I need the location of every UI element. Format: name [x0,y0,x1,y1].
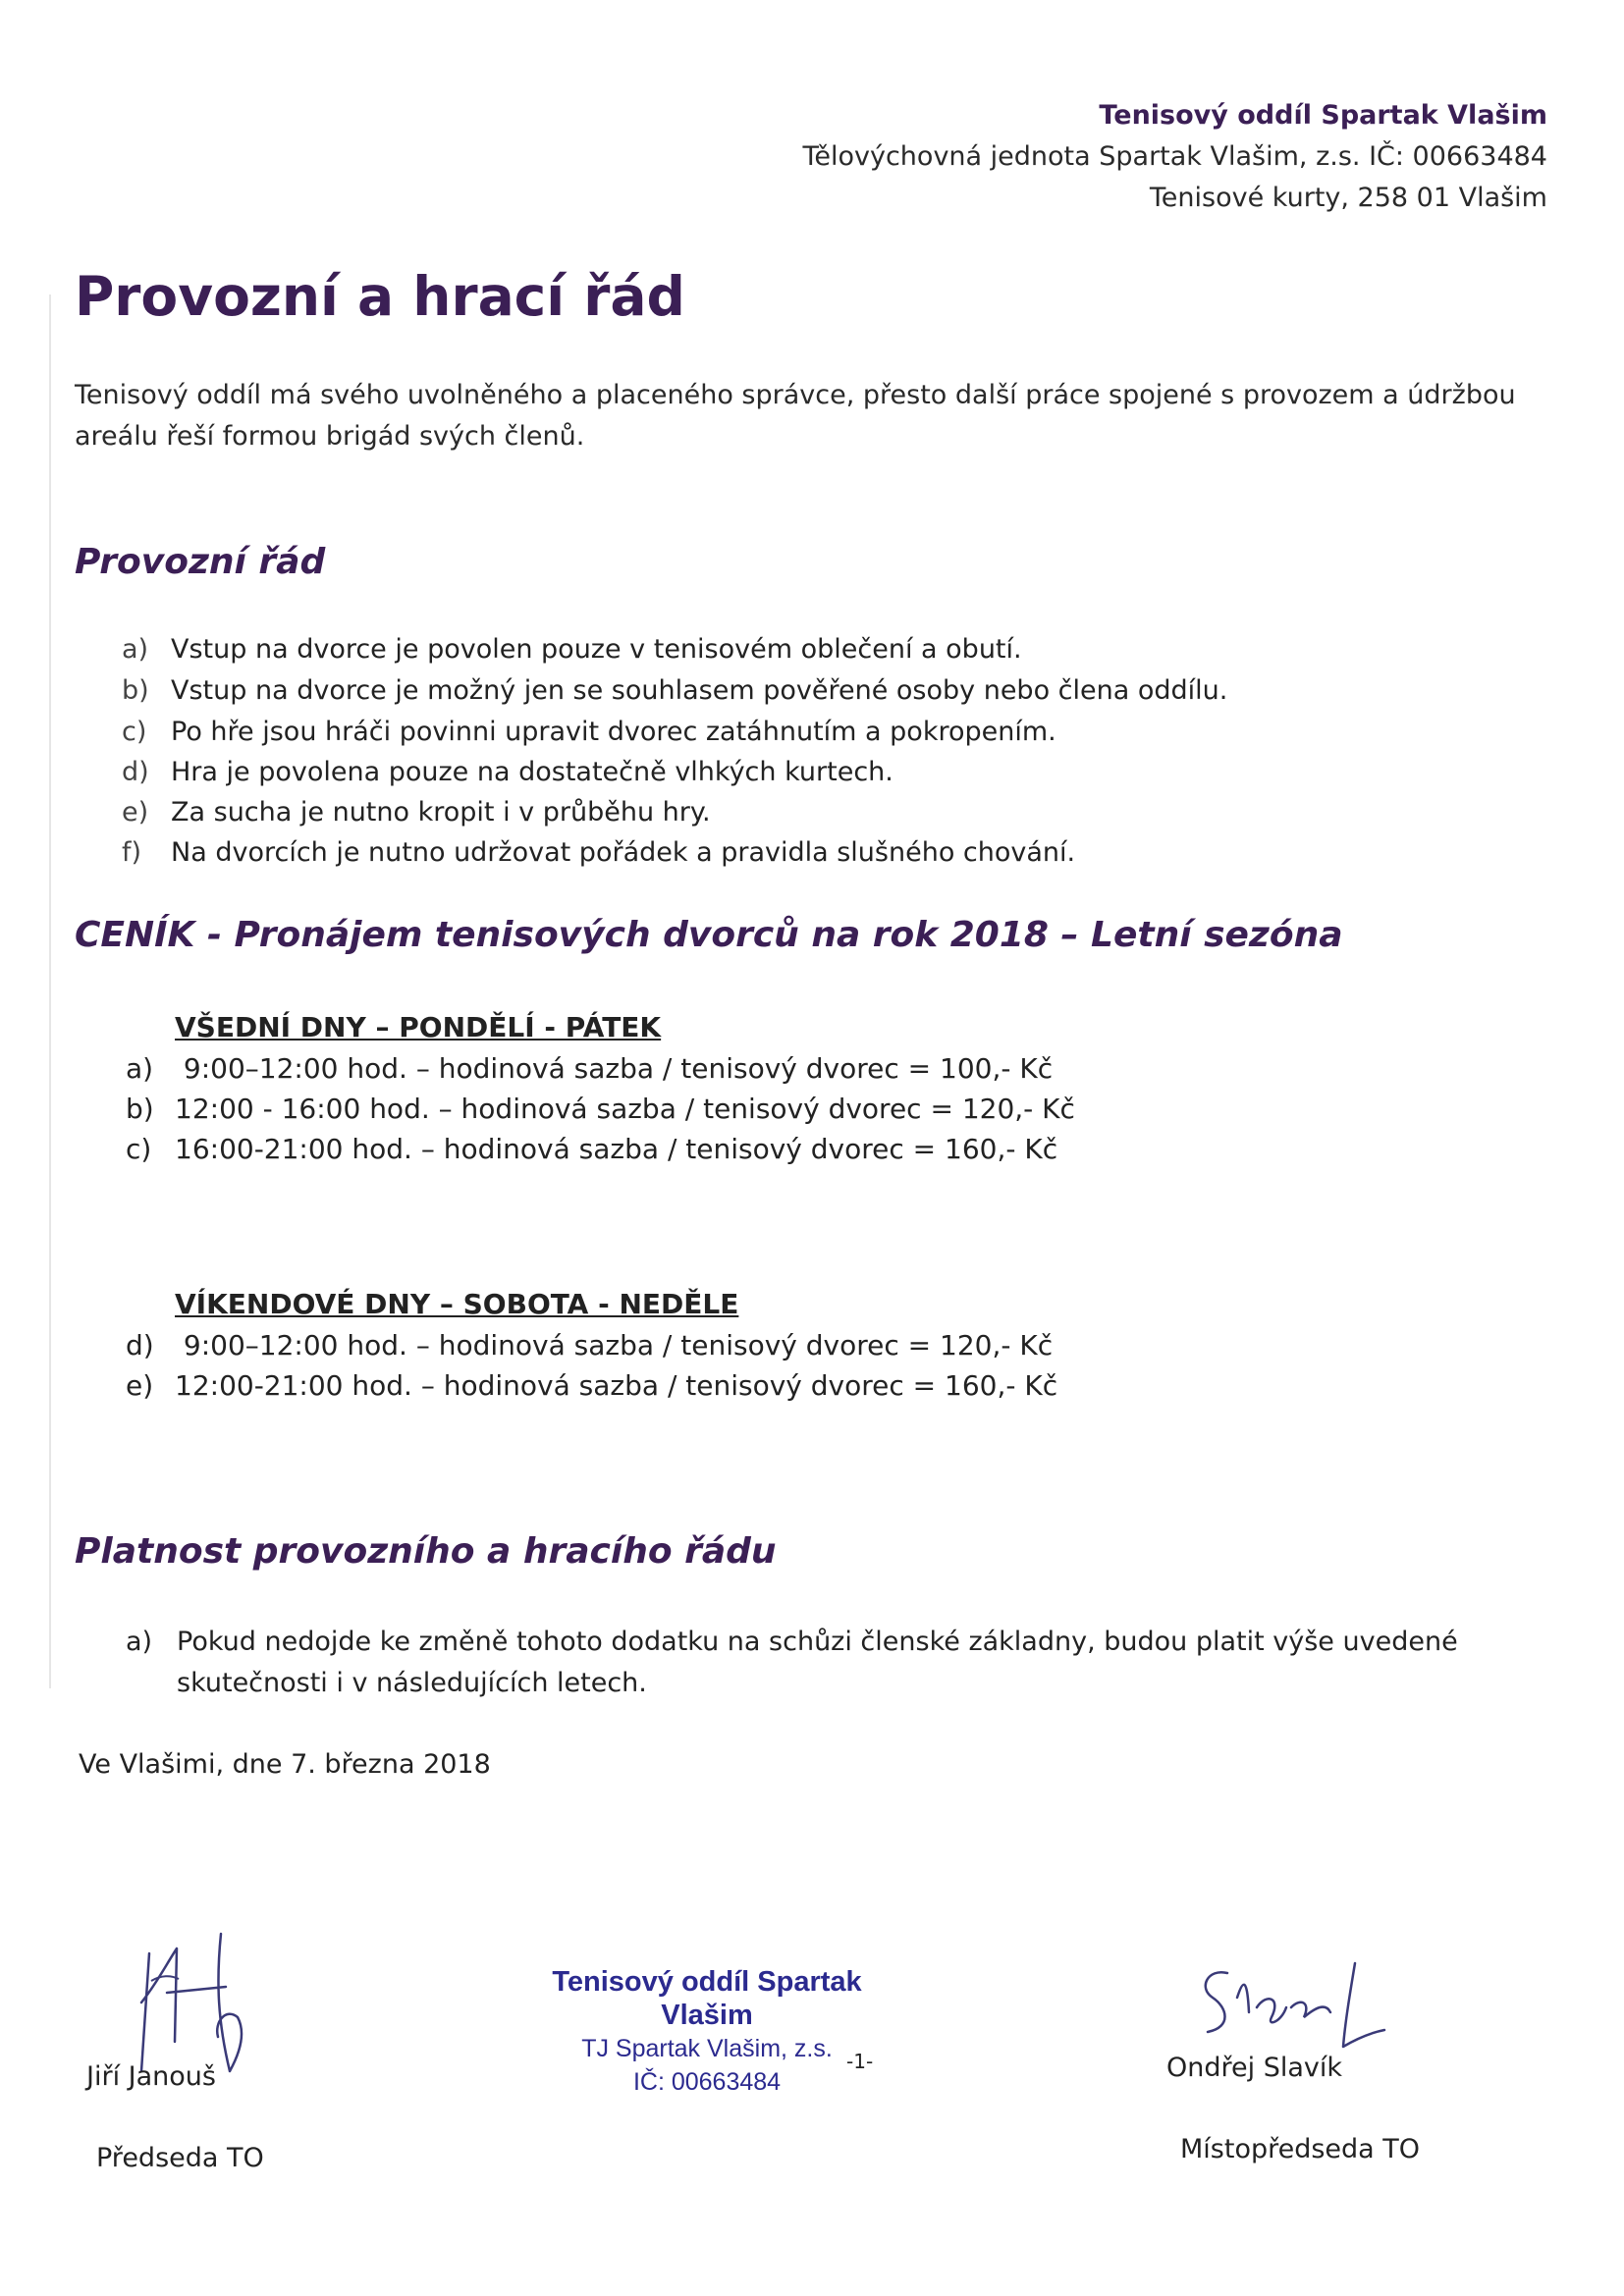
rule-letter: c) [122,717,147,747]
rule-item [122,837,1075,868]
section-heading-provozni-rad: Provozní řád [75,542,326,582]
place-and-date: Ve Vlašimi, dne 7. března 2018 [79,1749,491,1780]
rule-item [122,797,711,828]
stamp-line-ic: IČ: 00663484 [632,2068,782,2096]
page-edge-line [49,294,51,1688]
header-org-details: Tělovýchovná jednota Spartak Vlašim, z.s. IČ: 00663484 [802,141,1547,172]
price-item [126,1093,1075,1125]
price-text: 12:00 - 16:00 hod. – hodinová sazba / tenisový dvorec = 120,- Kč [175,1093,1075,1125]
intro-paragraph: Tenisový oddíl má svého uvolněného a placeného správce, přesto další práce spojené s provozem a údržbou areálu řeší formou brigád svých členů. [75,380,1516,452]
price-text: 9:00–12:00 hod. – hodinová sazba / tenisový dvorec = 120,- Kč [175,1329,1054,1362]
price-text: 12:00-21:00 hod. – hodinová sazba / tenisový dvorec = 160,- Kč [175,1369,1058,1402]
price-letter: c) [126,1133,152,1165]
signature-left-role: Předseda TO [96,2143,264,2173]
price-text: 16:00-21:00 hod. – hodinová sazba / tenisový dvorec = 160,- Kč [175,1133,1058,1165]
rule-item [122,717,1056,747]
signature-right [1188,1953,1404,2061]
validity-item [126,1622,1520,1704]
price-text: 9:00–12:00 hod. – hodinová sazba / tenisový dvorec = 100,- Kč [175,1052,1054,1085]
header-org-name: Tenisový oddíl Spartak Vlašim [1099,100,1547,131]
rule-letter: e) [122,797,149,828]
stamp-line-club: TJ Spartak Vlašim, z.s. [581,2035,833,2062]
organization-stamp [511,1965,903,2099]
page-title: Provozní a hrací řád [75,265,685,328]
price-item [126,1329,1053,1362]
rule-item [122,675,1227,706]
validity-letter: a) [126,1627,153,1657]
signature-right-role: Místopředseda TO [1180,2134,1421,2164]
rule-text: Na dvorcích je nutno udržovat pořádek a pravidla slušného chování. [171,837,1076,868]
price-item [126,1052,1053,1085]
rule-item [122,634,1022,665]
signature-right-name: Ondřej Slavík [1166,2053,1343,2083]
rule-text: Po hře jsou hráči povinni upravit dvorec zatáhnutím a pokropením. [171,717,1056,747]
rule-item [122,757,893,787]
header-address: Tenisové kurty, 258 01 Vlašim [1149,183,1547,213]
rule-text: Vstup na dvorce je možný jen se souhlasem pověřené osoby nebo člena oddílu. [171,675,1228,706]
rule-letter: f) [122,837,142,868]
weekend-heading: VÍKENDOVÉ DNY – SOBOTA - NEDĚLE [175,1288,739,1320]
rule-text: Hra je povolena pouze na dostatečně vlhkých kurtech. [171,757,893,787]
price-letter: e) [126,1369,154,1402]
section-heading-platnost: Platnost provozního a hracího řádu [75,1531,777,1572]
weekday-heading: VŠEDNÍ DNY – PONDĚLÍ - PÁTEK [175,1011,662,1043]
signature-left-name: Jiří Janouš [86,2061,216,2092]
section-heading-cenik: CENÍK - Pronájem tenisových dvorců na rok 2018 – Letní sezóna [75,915,1343,955]
stamp-line-org: Tenisový oddíl Spartak Vlašim [552,1966,862,2031]
validity-text: Pokud nedojde ke změně tohoto dodatku na schůzi členské základny, budou platit výše uvedené skutečnosti i v následujících letech. [177,1627,1458,1698]
page-number: -1- [846,2050,874,2073]
rule-letter: a) [122,634,149,665]
price-item [126,1133,1057,1165]
price-letter: b) [126,1093,154,1125]
price-letter: a) [126,1052,154,1085]
price-letter: d) [126,1329,154,1362]
price-item [126,1369,1057,1402]
rule-text: Za sucha je nutno kropit i v průběhu hry. [171,797,711,828]
rule-text: Vstup na dvorce je povolen pouze v tenisovém oblečení a obutí. [171,634,1022,665]
rule-letter: d) [122,757,149,787]
rule-letter: b) [122,675,149,706]
